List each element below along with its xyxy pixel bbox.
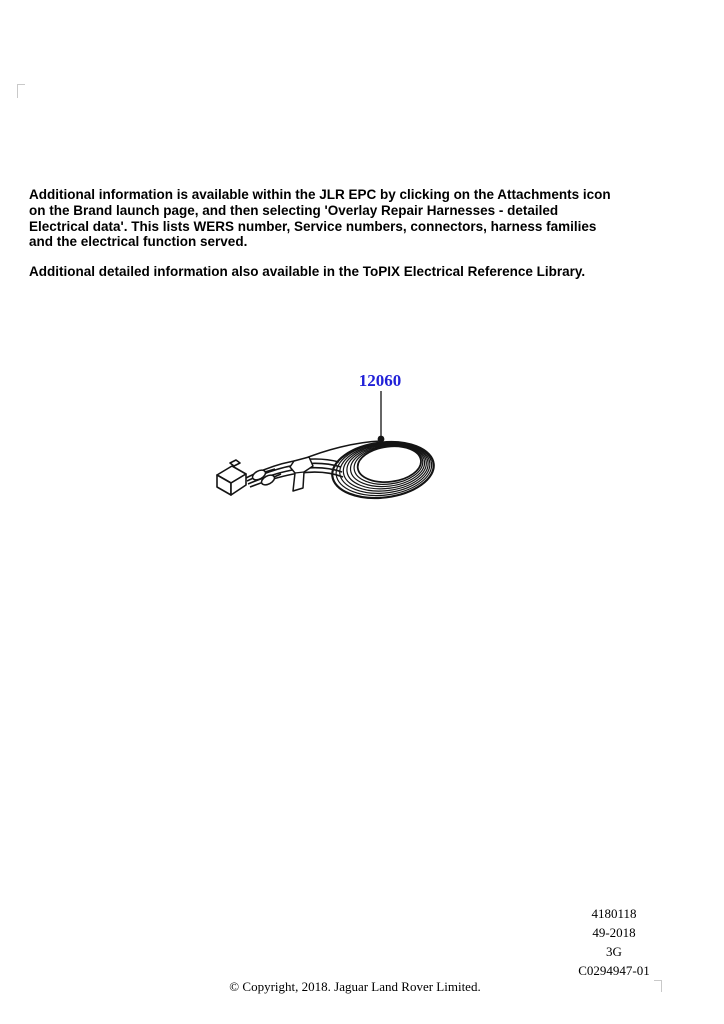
part-number-link[interactable]: 12060 bbox=[358, 371, 402, 390]
note-line: and the electrical function served. bbox=[29, 234, 248, 250]
topix-note: Additional detailed information also available in the ToPIX Electrical Reference Library. bbox=[29, 264, 586, 279]
doc-number: 4180118 bbox=[591, 906, 637, 921]
epc-attachments-note bbox=[29, 187, 611, 250]
doc-number-block bbox=[555, 904, 673, 980]
copyright-line: © Copyright, 2018. Jaguar Land Rover Limited. bbox=[229, 979, 481, 994]
note-line: Electrical data'. This lists WERS number, Service numbers, connectors, harness families bbox=[29, 218, 597, 234]
crop-mark-top-left bbox=[17, 84, 25, 98]
doc-number: 49-2018 bbox=[592, 925, 636, 940]
crop-mark-bottom-right bbox=[654, 980, 662, 992]
note-line: on the Brand launch page, and then selecting 'Overlay Repair Harnesses - detailed bbox=[29, 202, 559, 218]
harness-connector bbox=[217, 460, 246, 495]
note-line: Additional information is available within the JLR EPC by clicking on the Attachments icon bbox=[29, 187, 611, 202]
doc-number: 3G bbox=[606, 944, 622, 959]
doc-number: C0294947-01 bbox=[578, 963, 650, 978]
harness-illustration bbox=[205, 368, 445, 520]
